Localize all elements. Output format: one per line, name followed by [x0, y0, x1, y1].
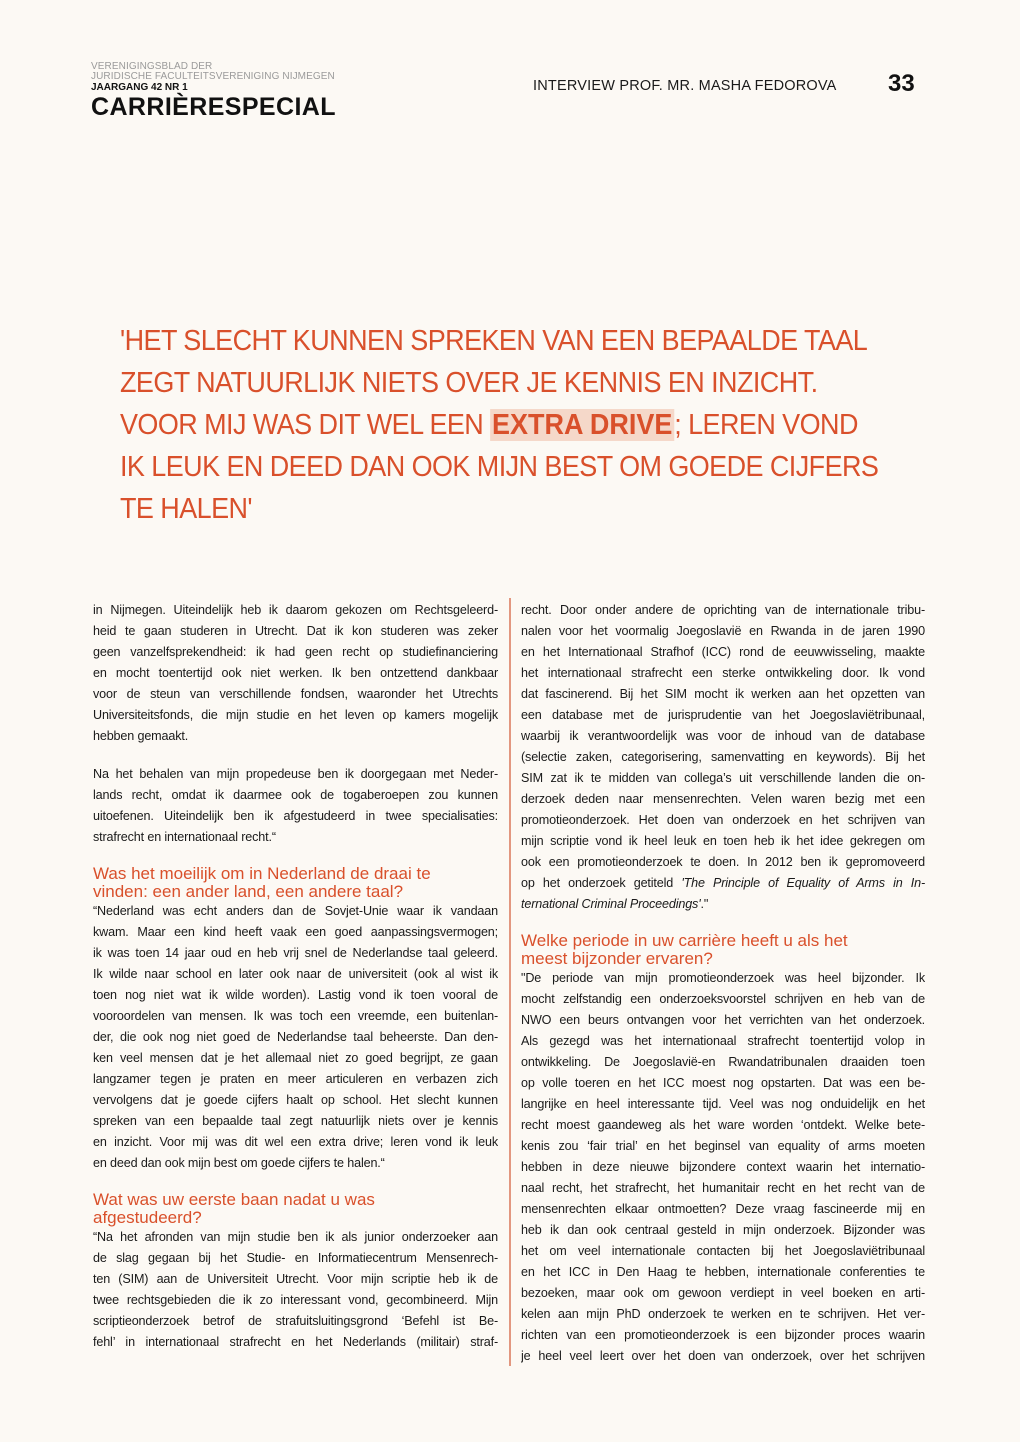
- paragraph-line: Na het behalen van mijn propedeuse ben ik doorgegaan met Neder-: [93, 767, 498, 781]
- paragraph-line: der, die ook nog niet goed de Nederlandse taal beheerste. Dan den-: [93, 1030, 498, 1044]
- paragraph-line: strafrecht en internationaal recht.“: [93, 830, 276, 844]
- pull-quote-line: IK LEUK EN DEED DAN OOK MIJN BEST OM GOEDE CIJFERS: [120, 451, 879, 483]
- paragraph-line: (selectie zaken, categorisering, samenvatting en keywords). Bij het: [521, 750, 925, 764]
- pull-quote-line: 'HET SLECHT KUNNEN SPREKEN VAN EEN BEPAALDE TAAL: [120, 325, 868, 357]
- pull-quote-text: ; LEREN VOND: [674, 409, 858, 441]
- paragraph-line: vervolgens dat je goede cijfers haalt op school. Het slecht kunnen: [93, 1093, 498, 1107]
- paragraph-line: richten van een promotieonderzoek is een bijzonder proces waarin: [521, 1328, 925, 1342]
- paragraph-line: SIM zat ik te midden van collega’s uit verschillende landen die on-: [521, 771, 925, 785]
- paragraph-line: Als gezegd was het internationaal strafrecht toentertijd volop in: [521, 1034, 925, 1048]
- right-column: [521, 600, 925, 1367]
- paragraph-line: bezoeken, maar ook om gewoon verdiept in veel boeken en arti-: [521, 1286, 925, 1300]
- paragraph-line: heid te gaan studeren in Utrecht. Dat ik kon studeren was zeker: [93, 624, 498, 638]
- paragraph-line: recht. Door onder andere de oprichting van de internationale tribu-: [521, 603, 925, 617]
- paragraph-line: ken veel mensen dat je het allemaal niet zo goed begrijpt, ze gaan: [93, 1051, 498, 1065]
- paragraph-line: toen nog niet wat ik wilde worden). Lastig vond ik toen vooral de: [93, 988, 498, 1002]
- paragraph-line: kwam. Maar een kind heeft vaak een goed aanpassingsvermogen;: [93, 925, 498, 939]
- pull-quote-line: TE HALEN': [120, 493, 253, 525]
- paragraph: [93, 600, 498, 747]
- paragraph-line: en het Internationaal Strafhof (ICC) rond de eeuwwisseling, maakte: [521, 645, 925, 659]
- paragraph-line: waarbij ik verantwoordelijk was voor de inhoud van de database: [521, 729, 925, 743]
- paragraph-line: geen vanzelfsprekendheid: ik had geen recht op studiefinanciering: [93, 645, 498, 659]
- thesis-title: ternational Criminal Proceedings': [521, 897, 701, 911]
- paragraph-line: ik was toen 14 jaar oud en heb vrij snel de Nederlandse taal geleerd.: [93, 946, 498, 960]
- paragraph-line: [521, 873, 925, 894]
- paragraph-line: en deed dan ook mijn best om goede cijfers te halen.“: [93, 1156, 385, 1170]
- paragraph: [93, 1227, 498, 1353]
- question-heading-line: meest bijzonder ervaren?: [521, 949, 713, 968]
- paragraph-line: de slag gegaan bij het Studie- en Informatiecentrum Mensenrech-: [93, 1251, 498, 1265]
- question-heading-line: Was het moeilijk om in Nederland de draai te: [93, 864, 431, 883]
- question-heading: [521, 932, 925, 968]
- paragraph: [93, 764, 498, 848]
- paragraph-line: promotieonderzoek. Het doen van onderzoek en het schrijven van: [521, 813, 925, 827]
- paragraph-line: mocht zelfstandig een onderzoeksvoorstel schrijven en heb van de: [521, 992, 925, 1006]
- paragraph-line: mijn scriptie vond ik heel leuk en toen heb ik het idee gekregen om: [521, 834, 925, 848]
- left-column: [93, 600, 498, 1353]
- pull-quote-highlight: EXTRA DRIVE: [492, 409, 673, 441]
- masthead: [91, 62, 391, 120]
- question-heading: [93, 865, 498, 901]
- paragraph: [521, 968, 925, 1367]
- paragraph-text: op het onderzoek getiteld: [521, 876, 682, 890]
- paragraph-line: derzoek deden naar mensenrechten. Velen waren bezig met een: [521, 792, 925, 806]
- pull-quote-line: ZEGT NATUURLIJK NIETS OVER JE KENNIS EN INZICHT.: [120, 367, 818, 399]
- paragraph-line: het internationaal strafrecht een sterke ontwikkeling door. Ik vond: [521, 666, 925, 680]
- paragraph-line: en mocht toentertijd ook niet werken. Ik ben ontzettend dankbaar: [93, 666, 498, 680]
- paragraph-line: Ik wilde naar school en later ook naar de universiteit (ook al wist ik: [93, 967, 498, 981]
- paragraph-line: vooroordelen van mensen. Ik was toch een vreemde, een buitenlan-: [93, 1009, 498, 1023]
- thesis-title: 'The Principle of Equality of Arms in In-: [681, 876, 925, 890]
- paragraph-line: nalen voor het voormalig Joegoslavië en Rwanda in de jaren 1990: [521, 624, 925, 638]
- pull-quote-text: VOOR MIJ WAS DIT WEL EEN: [120, 409, 491, 441]
- paragraph-line: langrijke en heel interessante tijd. Veel was nog onduidelijk en het: [521, 1097, 925, 1111]
- paragraph-line: “Nederland was echt anders dan de Sovjet-Unie waar ik vandaan: [93, 904, 498, 918]
- paragraph-line: je heel veel leert over het doen van onderzoek, over het schrijven: [521, 1349, 925, 1363]
- paragraph-line: naal recht, het strafrecht, het humanitair recht en het recht van de: [521, 1181, 925, 1195]
- paragraph-line: “Na het afronden van mijn studie ben ik als junior onderzoeker aan: [93, 1230, 498, 1244]
- paragraph-line: uitoefenen. Uiteindelijk ben ik afgestudeerd in twee specialisaties:: [93, 809, 498, 823]
- paragraph-line: [521, 894, 925, 915]
- paragraph-line: dat fascinerend. Bij het SIM mocht ik werken aan het opzetten van: [521, 687, 925, 701]
- paragraph-line: mensenrechten elkaar ontmoetten? Deze vraag fascineerde mij en: [521, 1202, 925, 1216]
- question-heading-line: vinden: een ander land, een andere taal?: [93, 882, 404, 901]
- paragraph-line: heb ik dan ook centraal gesteld in mijn onderzoek. Bijzonder was: [521, 1223, 925, 1237]
- paragraph-line: een database met de jurisprudentie van het Joegoslaviëtribunaal,: [521, 708, 925, 722]
- pull-quote-line: [120, 404, 858, 446]
- paragraph-line: scriptieonderzoek betrof de strafuitsluitingsgrond ‘Befehl ist Be-: [93, 1314, 498, 1328]
- paragraph-line: in Nijmegen. Uiteindelijk heb ik daarom gekozen om Rechtsgeleerd-: [93, 603, 498, 617]
- paragraph-line: "De periode van mijn promotieonderzoek was heel bijzonder. Ik: [521, 971, 925, 985]
- pull-quote: [120, 320, 910, 530]
- paragraph-line: recht moest gaandeweg als het ware worden ‘ontdekt. Welke bete-: [521, 1118, 925, 1132]
- paragraph-line: voor de steun van verschillende fondsen, waaronder het Utrechts: [93, 687, 498, 701]
- publisher-line-2: JURIDISCHE FACULTEITSVERENIGING NIJMEGEN: [91, 71, 335, 82]
- question-heading-line: Welke periode in uw carrière heeft u als het: [521, 931, 848, 950]
- paragraph-line: kelen aan mijn PhD onderzoek te werken en te schrijven. Het ver-: [521, 1307, 925, 1321]
- question-heading: [93, 1191, 498, 1227]
- issue-label: JAARGANG 42 NR 1: [91, 82, 188, 93]
- paragraph-line: Universiteitsfonds, die mijn studie en het leven op kamers mogelijk: [93, 708, 498, 722]
- paragraph-line: lands recht, omdat ik daarmee ook de togaberoepen zou kunnen: [93, 788, 498, 802]
- magazine-title: CARRIÈRESPECIAL: [91, 93, 336, 121]
- paragraph-text: .": [700, 897, 709, 911]
- paragraph-line: ook een promotieonderzoek te doen. In 2012 ben ik gepromoveerd: [521, 855, 925, 869]
- publisher-line-1: VERENIGINGSBLAD DER: [91, 61, 213, 72]
- page-number: 33: [888, 70, 915, 97]
- paragraph-line: op volle toeren en het ICC moest nog opstarten. Dat was een be-: [521, 1076, 925, 1090]
- paragraph-line: langzamer tegen je praten en meer articuleren en verbazen zich: [93, 1072, 498, 1086]
- paragraph-line: fehl’ in internationaal strafrecht en het Nederlands (militair) straf-: [93, 1335, 498, 1349]
- paragraph-line: en het ICC in Den Haag te hebben, internationale conferenties te: [521, 1265, 925, 1279]
- running-head: INTERVIEW PROF. MR. MASHA FEDOROVA: [533, 78, 837, 94]
- paragraph: [93, 901, 498, 1174]
- paragraph-line: kenis zou ‘fair trial’ en het beginsel van equality of arms moeten: [521, 1139, 925, 1153]
- paragraph-line: hebben gemaakt.: [93, 729, 189, 743]
- paragraph-line: het om veel internationale contacten bij het Joegoslaviëtribunaal: [521, 1244, 925, 1258]
- paragraph-line: en inzicht. Voor mij was dit wel een extra drive; leren vond ik leuk: [93, 1135, 498, 1149]
- question-heading-line: afgestudeerd?: [93, 1208, 202, 1227]
- paragraph-lines: [521, 600, 925, 873]
- column-divider: [509, 598, 511, 1366]
- paragraph-line: hebben in deze nieuwe bijzondere context waarin het internatio-: [521, 1160, 925, 1174]
- paragraph-line: twee rechtsgebieden die ik zo interessant vond, gecombineerd. Mijn: [93, 1293, 498, 1307]
- paragraph-line: ontwikkeling. De Joegoslavië-en Rwandatribunalen draaiden toen: [521, 1055, 925, 1069]
- paragraph-line: NWO een beurs ontvangen voor het verrichten van het onderzoek.: [521, 1013, 925, 1027]
- question-heading-line: Wat was uw eerste baan nadat u was: [93, 1190, 375, 1209]
- paragraph: [521, 600, 925, 915]
- paragraph-line: ten (SIM) aan de Universiteit Utrecht. Voor mijn scriptie heb ik de: [93, 1272, 498, 1286]
- paragraph-line: spreken van een bepaalde taal zegt natuurlijk niets over je kennis: [93, 1114, 498, 1128]
